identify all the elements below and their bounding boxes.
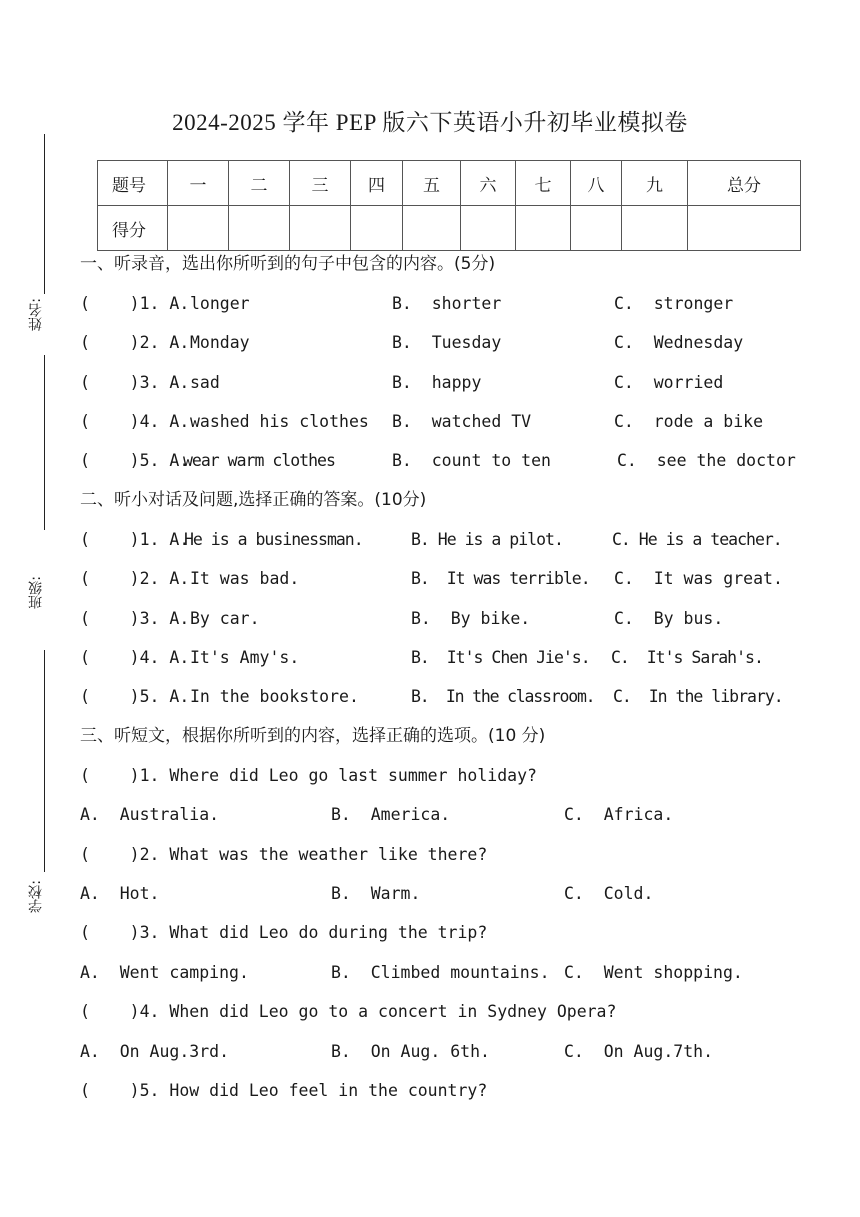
option-c: C. rode a bike: [614, 412, 764, 431]
option-b: B. By bike.: [411, 609, 531, 628]
question-item: [80, 409, 764, 435]
option-c: C. It's Sarah's.: [611, 648, 763, 667]
question-options: [80, 960, 743, 986]
option-c: C. stronger: [614, 294, 734, 313]
question-options: [80, 802, 674, 828]
score-cell[interactable]: [351, 206, 403, 251]
score-table: [97, 160, 801, 251]
section-2-heading: 二、听小对话及问题,选择正确的答案。(10分): [80, 490, 427, 510]
option-a: It's Amy's.: [190, 648, 300, 667]
question-item: [80, 566, 783, 592]
option-c: C. Cold.: [564, 884, 654, 903]
question-number: ( )4. A.: [80, 412, 190, 431]
question-stem: ( )5. How did Leo feel in the country?: [80, 1081, 488, 1100]
page-title: 2024-2025 学年 PEP 版六下英语小升初毕业模拟卷: [172, 110, 688, 135]
option-b: B. Climbed mountains.: [331, 963, 550, 982]
question-item: [80, 291, 734, 317]
option-a: It was bad.: [190, 569, 300, 588]
score-cell[interactable]: [229, 206, 290, 251]
score-cell[interactable]: [461, 206, 516, 251]
score-table-header-row: [98, 161, 801, 206]
table-header-cell: 一: [168, 161, 229, 206]
question-options: [80, 1039, 714, 1065]
option-a: sad: [190, 373, 220, 392]
score-table-score-row: [98, 206, 801, 251]
option-b: B. It's Chen Jie's.: [411, 648, 590, 667]
option-b: B. In the classroom.: [411, 687, 595, 706]
option-b: B. happy: [392, 373, 482, 392]
option-b: B. shorter: [392, 294, 502, 313]
option-c: C. On Aug.7th.: [564, 1042, 714, 1061]
binding-line-lower: [44, 650, 45, 872]
question-item: [80, 330, 744, 356]
question-number: ( )2. A.: [80, 333, 190, 352]
score-row-label: 得分: [98, 206, 168, 251]
table-header-cell: 总分: [688, 161, 801, 206]
option-b: B. He is a pilot.: [411, 530, 563, 549]
table-header-cell: 四: [351, 161, 403, 206]
score-cell[interactable]: [290, 206, 351, 251]
binding-line-top: [44, 134, 45, 294]
question-number: ( )1. A.: [80, 294, 190, 313]
question-number: ( )4. A.: [80, 648, 190, 667]
option-c: C. Africa.: [564, 805, 674, 824]
option-a: He is a businessman.: [184, 530, 363, 549]
question-options: [80, 881, 654, 907]
option-a: washed his clothes: [190, 412, 369, 431]
option-c: C. Wednesday: [614, 333, 744, 352]
question-number: ( )5. A.: [80, 451, 190, 470]
question-item: [80, 606, 724, 632]
question-number: ( )2. A.: [80, 569, 190, 588]
question-stem: ( )4. When did Leo go to a concert in Sydney Opera?: [80, 1002, 617, 1021]
option-b: B. Tuesday: [392, 333, 502, 352]
score-cell[interactable]: [688, 206, 801, 251]
table-header-cell: 五: [403, 161, 461, 206]
school-label: 学校:: [28, 880, 44, 913]
question-stem: ( )2. What was the weather like there?: [80, 845, 488, 864]
option-b: B. Warm.: [331, 884, 421, 903]
question-item: [80, 684, 783, 710]
score-cell[interactable]: [168, 206, 229, 251]
question-stem: ( )1. Where did Leo go last summer holiday?: [80, 766, 537, 785]
option-a: A. Hot.: [80, 884, 160, 903]
table-header-cell: 七: [516, 161, 571, 206]
score-cell[interactable]: [622, 206, 688, 251]
question-stem: ( )3. What did Leo do during the trip?: [80, 923, 488, 942]
option-a: longer: [190, 294, 250, 313]
question-number: ( )3. A.: [80, 609, 190, 628]
binding-line-middle: [44, 355, 45, 530]
table-header-cell: 六: [461, 161, 516, 206]
option-b: B. On Aug. 6th.: [331, 1042, 490, 1061]
section-1-heading: 一、听录音，选出你所听到的句子中包含的内容。(5分): [80, 254, 496, 274]
score-cell[interactable]: [516, 206, 571, 251]
table-header-cell: 八: [571, 161, 622, 206]
question-item: [80, 448, 796, 474]
option-a: A. Went camping.: [80, 963, 249, 982]
table-header-cell: 二: [229, 161, 290, 206]
score-cell[interactable]: [403, 206, 461, 251]
option-b: B. count to ten: [392, 451, 551, 470]
option-c: C. Went shopping.: [564, 963, 743, 982]
table-header-cell: 九: [622, 161, 688, 206]
option-c: C. worried: [614, 373, 724, 392]
option-a: By car.: [190, 609, 260, 628]
option-a: A. On Aug.3rd.: [80, 1042, 230, 1061]
question-item: [80, 527, 782, 553]
option-b: B. watched TV: [392, 412, 532, 431]
name-label: 姓名:: [28, 298, 44, 331]
question-item: [80, 370, 724, 396]
option-b: B. It was terrible.: [411, 569, 590, 588]
question-number: ( )5. A.: [80, 687, 190, 706]
option-a: wear warm clothes: [183, 451, 335, 470]
option-c: C. In the library.: [613, 687, 783, 706]
option-c: C. see the doctor: [617, 451, 796, 470]
question-item: [80, 645, 763, 671]
option-a: In the bookstore.: [190, 687, 359, 706]
class-label: 班级:: [28, 576, 44, 609]
option-b: B. America.: [331, 805, 451, 824]
question-number: ( )1. A.: [80, 530, 190, 549]
option-c: C. He is a teacher.: [612, 530, 782, 549]
table-header-cell: 题号: [98, 161, 168, 206]
table-header-cell: 三: [290, 161, 351, 206]
question-number: ( )3. A.: [80, 373, 190, 392]
option-a: Monday: [190, 333, 250, 352]
option-c: C. It was great.: [614, 569, 783, 588]
option-c: C. By bus.: [614, 609, 724, 628]
section-3-heading: 三、听短文，根据你所听到的内容，选择正确的选项。(10 分): [80, 726, 546, 746]
score-cell[interactable]: [571, 206, 622, 251]
option-a: A. Australia.: [80, 805, 220, 824]
